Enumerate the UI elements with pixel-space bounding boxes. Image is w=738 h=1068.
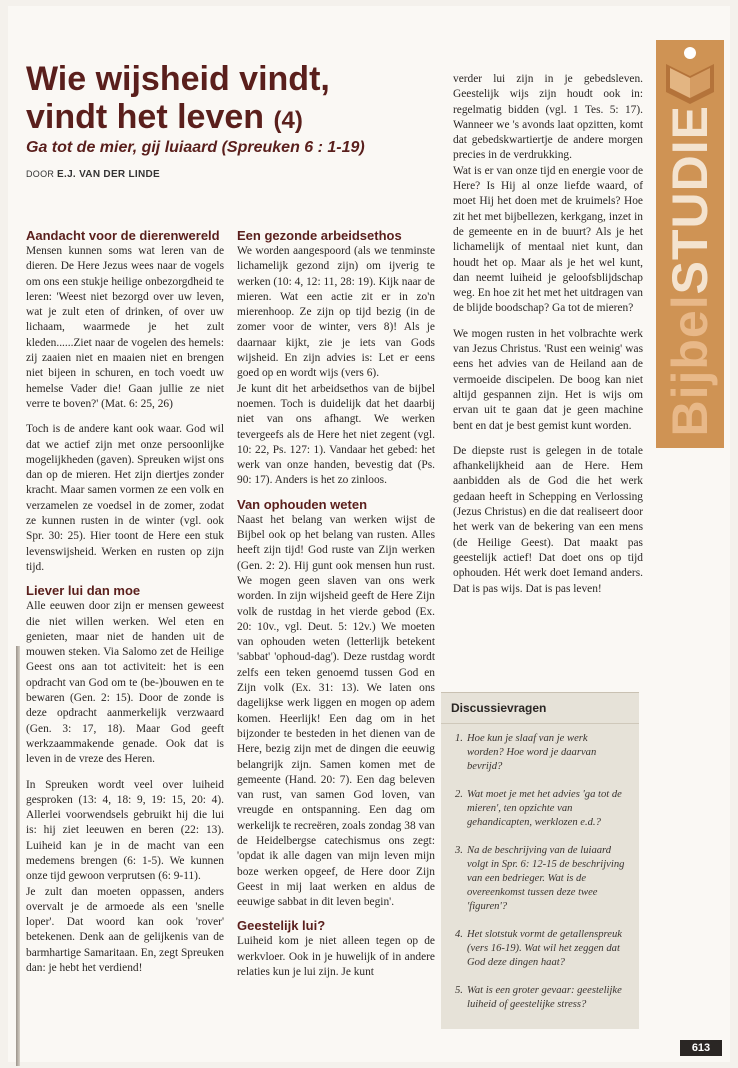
paragraph: verder lui zijn in je gebedsleven. Geestelijk wijs zijn houdt ook in: regelmatig bidden (vgl. 1 Tes. 5: 17). Wanneer we 's avonds laat opzitten, komt dat gebedskwartiertje de andere morgen precies in de verdrukking. [453,73,643,162]
sidebar-label-part1: Bijbel [662,293,718,436]
question-item: 5. Wat is een groter gevaar: geestelijke luiheid of geestelijke stress? [455,985,622,1010]
title-line-2: vindt het leven [26,98,265,136]
paragraph: Toch is de andere kant ook waar. God wil dat we actief zijn met onze persoonlijke mogelijkheden (gaven). Spreuken wijst ons dan op de mieren. Het zijn diertjes zonder kracht. Maar samen vormen ze een volk en verzamelen ze voedsel in de zomer, zodat ze kunnen rusten in de winter (vgl. ook Spr. 30: 25). Hier toont de Here een stuk levenswijsheid. Werken en rusten op zijn tijd. [26,423,224,573]
discussion-list [441,724,639,1012]
paragraph: De diepste rust is gelegen in de totale afhankelijkheid aan de Here. Hem aanbidden als de God die het werk gedaan heeft in Schepping en Verlossing (Jezus Christus) en die dat realiseert door het werk van de bekering van een mens (de Heilige Geest). Dat maakt pas geestelijk actief! Dat doet ons op tijd ophouden. Hét werk doet Iemand anders. Dat is pas wijs. Dat is pas leven! [453,444,643,595]
byline [26,169,160,180]
paragraph: In Spreuken wordt veel over luiheid gesproken (13: 4, 18: 9, 19: 15, 20: 4). Allerlei voorwendsels gebruikt hij die lui is: hij ziet leeuwen en beren (22: 13). Luiheid kan je in de macht van een medemens brengen (6: 1-5). We kunnen onze tijd gewoon verprutsen (6: 9-11). [26,778,224,883]
discussion-heading: Discussievragen [441,693,639,724]
article-title [26,60,446,140]
question-item: 3. Na de beschrijving van de luiaard volgt in Spr. 6: 12-15 de beschrijving van een bedrieger. Wat is de overeenkomst tussen deze twee 'figuren'? [455,845,625,912]
paragraph: Je kunt dit het arbeidsethos van de bijbel noemen. Toch is duidelijk dat het daarbij niet van ons afhangt. We werken tevergeefs als de Here het niet zegent (vgl. 10: 22, Ps. 127: 1). Vandaar het gebed: het werk van onze handen, bevestig dat (Ps. 90: 17). Anders is het zo zinloos. [237,382,435,487]
page [8,6,730,1062]
title-part: (4) [273,107,303,134]
paragraph: We mogen rusten in het volbrachte werk van Jezus Christus. 'Rust een weinig' was eens het advies van de Heiland aan de vermoeide discipelen. De boog kan niet altijd gespannen zijn. Het is wijs om ervan uit te gaan dat je geen machine bent en dat je best gemist kunt worden. [453,327,643,432]
column-2 [237,228,435,980]
page-binding-shadow [16,646,20,1066]
column-1 [26,228,224,976]
question-item: 1. Hoe kun je slaaf van je werk worden? Hoe word je daarvan bevrijd? [455,733,597,772]
section-heading: Een gezonde arbeidsethos [237,228,402,243]
question-item: 4. Het slotstuk vormt de getallenspreuk (vers 16-19). Wat wil het zeggen dat God deze dingen haat? [455,929,622,968]
author-name: E.J. VAN DER LINDE [57,169,161,180]
page-number: 613 [680,1040,722,1056]
section-heading: Liever lui dan moe [26,583,141,599]
paragraph: Je zult dan moeten oppassen, anders overvalt je de armoede als een 'snelle loper'. Dat woord kan ook 'rover' betekenen. Denk aan de gelijkenis van de barmhartige Samaritaan. En, zegt Spreuken dan: je hebt het verdiend! [26,885,224,975]
paragraph: Naast het belang van werken wijst de Bijbel ook op het belang van rusten. Alles heeft zijn tijd! God ruste van Zijn werken (Gen. 2: 2). Hij gunt ook mensen hun rust. We mogen geen slaven van ons werk worden. In zijn wijsheid geeft de Here Zijn volk de rustdag in het vierde gebod (Ex. 20: 10v., vgl. Deut. 5: 12v.) We moeten van ophouden weten (letterlijk betekent 'sabbat' 'ophoud-dag'). Deze rustdag wordt zelfs een teken genoemd tussen God en Zijn volk (Ex. 31: 13). We laten ons dagelijkse werk liggen en mogen op adem komen. Heerlijk! Een dag om in het bijzonder te besteden in het dienen van de Here, bezig zijn met de dingen die eeuwig belangrijk zijn. Samen komen met de gemeente (Hand. 20: 7). Een dag beleven van rust, van samen God loven, van vreugde en ontspanning. Een dag om werkelijk te recreëren, zoals zondag 38 van de Heidelbergse catechismus ons zegt: 'opdat ik alle dagen van mijn leven mijn boze werken opgeef, de Here door Zijn Geest in mij laat werken en aldus de eeuwige sabbat in dit leven begin'. [237,513,435,909]
title-line-1: Wie wijsheid vindt, [26,60,330,98]
sidebar-tab [656,40,724,110]
discussion-box [441,692,639,1029]
sidebar-label [662,104,718,437]
paragraph: Mensen kunnen soms wat leren van de dieren. De Here Jezus wees naar de vogels om ons een stukje heilige onbezorgdheid te leren: 'Weest niet bezorgd over uw leven, wat je zult eten of drinken, of over uw lichaam, waarmede je het zult kleden......Ziet naar de vogelen des hemels: zij zaaien niet en maaien niet en brengen niet bijeen in schuren, en toch voedt uw hemelse Vader die! Gaan jullie ze niet verre te boven?' (Mat. 6: 25, 26) [26,245,224,410]
book-icon [660,44,720,104]
bijbelstudie-sidebar [656,40,724,448]
section-heading: Van ophouden weten [237,496,368,512]
paragraph: We worden aangespoord (als we tenminste lichamelijk gezond zijn) om ijverig te werken (10: 4, 12: 11, 28: 19). Kijk naar de mieren. Wat een actie zit er in zo'n mierenhoop. Ze zijn op tijd bezig (in de zomer voor de winter, vers 8)! Als je daarnaar kijkt, zie je iets van Gods wijsheid. En zijn advies is: Let er eens goed op en wordt wijs (vers 6). [237,245,435,380]
question-item: 2. Wat moet je met het advies 'ga tot de mieren', ten opzichte van gehandicapten, werklozen e.d.? [455,789,622,828]
column-3 [453,72,643,597]
paragraph: Wat is er van onze tijd en energie voor de Here? Is Hij al onze liefde waard, of moet Hij het doen met de kruimels? Hoe zit het met bijbellezen, kerkgang, inzet in de gemeente en in de buurt? Als je het lichamelijk of mentaal niet kunt, dan houdt het op. Maar als je het wel kunt, dan neemt luiheid je geloofsblijdschap weg. En hoe zit het met het uitdragen van de blijde boodschap? Ga tot de mieren? [453,164,643,315]
paragraph: Alle eeuwen door zijn er mensen geweest die niet willen werken. Wel eten en genieten, maar niet de handen uit de mouwen steken. Via Salomo zet de Heilige Geest ons aan tot activiteit: het is een opdracht van God om te (be-)bouwen en te bewaren (Gen. 2: 15). Door de zonde is deze opdracht aanmerkelijk verzwaard (Gen. 3: 17, 18). Maar God geeft werkzaammakende genade. Ook dat is leven in de vreze des Heren. [26,600,224,766]
section-heading: Aandacht voor de dierenwereld [26,228,220,243]
paragraph: Luiheid kom je niet alleen tegen op de werkvloer. Ook in je huwelijk of in andere relaties kun je lui zijn. Je kunt [237,935,435,979]
article-subtitle: Ga tot de mier, gij luiaard (Spreuken 6 : 1-19) [26,139,365,156]
sidebar-label-part2: STUDIE [662,104,718,294]
byline-prefix: DOOR [26,169,55,179]
section-heading: Geestelijk lui? [237,918,326,934]
